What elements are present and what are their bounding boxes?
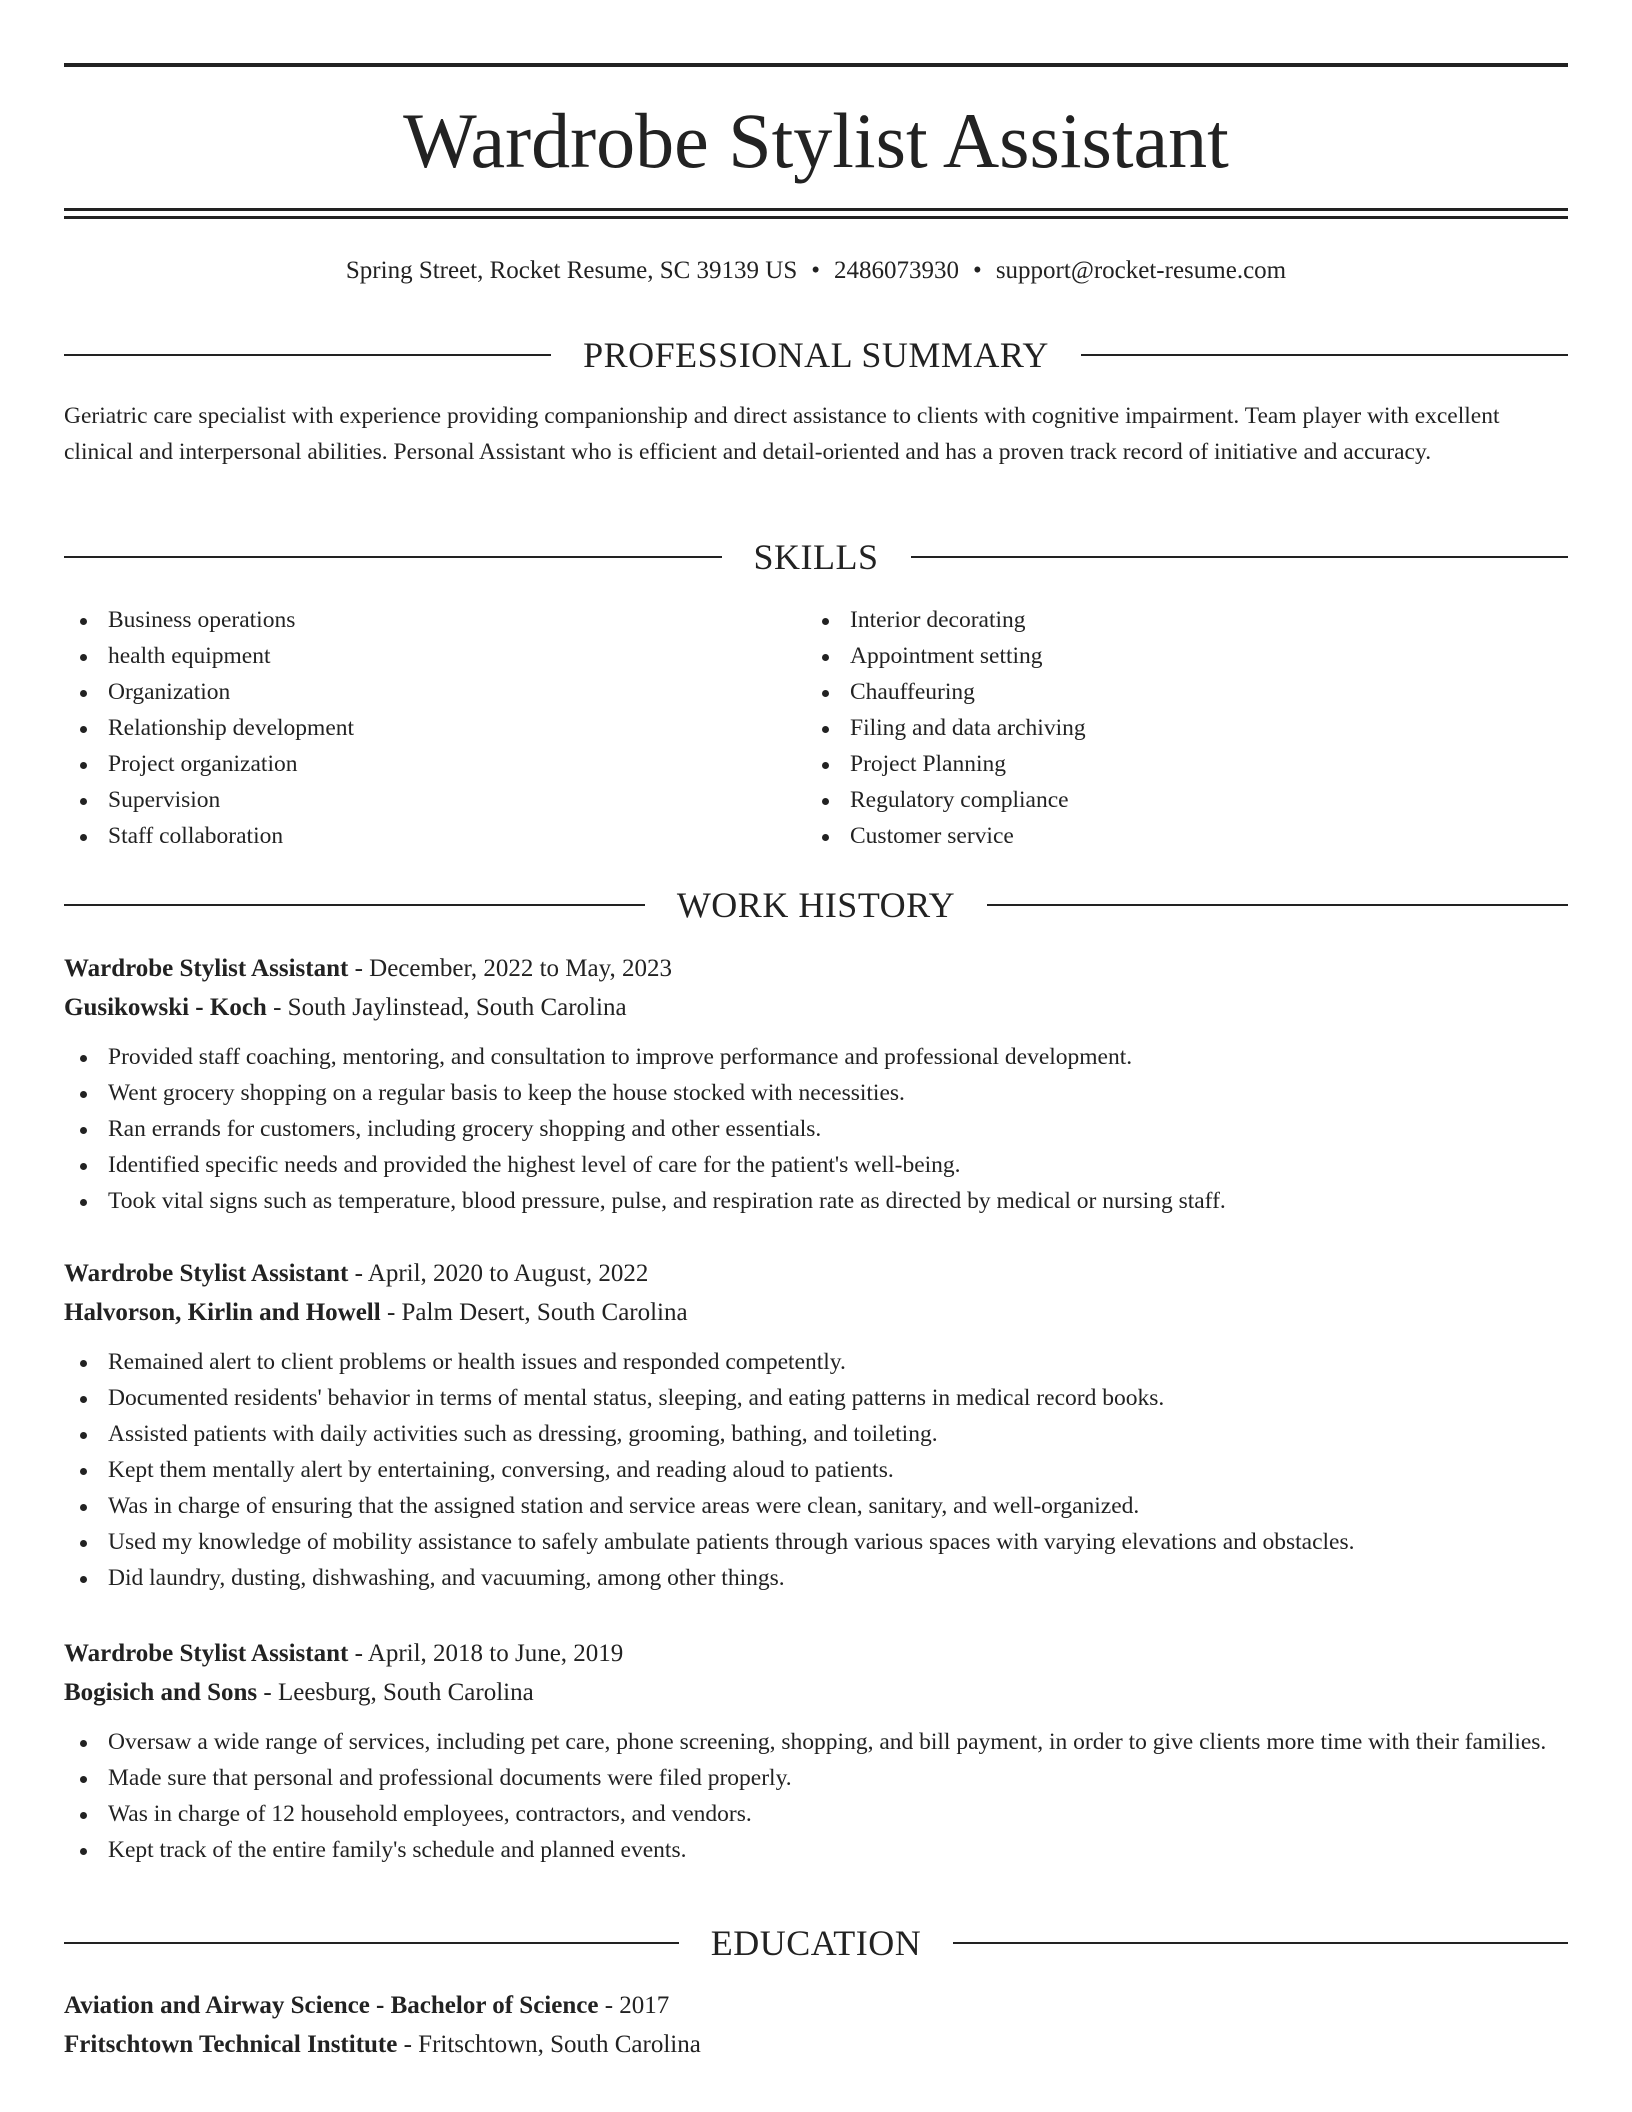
skill-item: Supervision — [64, 782, 806, 818]
skill-item: Project organization — [64, 746, 806, 782]
skills-list — [64, 602, 1568, 854]
job-title: Wardrobe Stylist Assistant — [64, 955, 349, 982]
contact-separator: • — [811, 257, 821, 284]
skills-column-right — [806, 602, 1548, 854]
heading-line — [953, 1942, 1568, 1944]
job-bullet: Oversaw a wide range of services, including pet care, phone screening, shopping, and bill payment, in order to give clients more time with their families. — [64, 1724, 1568, 1760]
job-entry — [64, 949, 1568, 1219]
job-bullet: Did laundry, dusting, dishwashing, and vacuuming, among other things. — [64, 1560, 1568, 1596]
job-bullets — [64, 1344, 1568, 1596]
skill-item: Project Planning — [806, 746, 1548, 782]
skill-item: Interior decorating — [806, 602, 1548, 638]
work-heading-label: WORK HISTORY — [676, 885, 956, 925]
job-location: - Palm Desert, South Carolina — [380, 1299, 688, 1326]
job-location: - South Jaylinstead, South Carolina — [266, 994, 627, 1021]
job-bullets — [64, 1724, 1568, 1868]
heading-line — [64, 1942, 679, 1944]
job-bullet: Documented residents' behavior in terms of mental status, sleeping, and eating patterns in medical record books. — [64, 1380, 1568, 1416]
education-entry — [64, 1986, 1568, 2064]
education-location: - Fritschtown, South Carolina — [397, 2031, 701, 2058]
education-school: Fritschtown Technical Institute — [64, 2031, 398, 2058]
skill-item: Staff collaboration — [64, 818, 806, 854]
top-rule — [64, 63, 1568, 67]
job-title: Wardrobe Stylist Assistant — [64, 1260, 349, 1287]
summary-heading-label: PROFESSIONAL SUMMARY — [583, 335, 1049, 375]
job-entry — [64, 1634, 1568, 1868]
education-degree: Aviation and Airway Science - Bachelor of Science — [64, 1992, 599, 2019]
job-company: Halvorson, Kirlin and Howell — [64, 1299, 381, 1326]
job-bullet: Used my knowledge of mobility assistance to safely ambulate patients through various spaces with varying elevations and obstacles. — [64, 1524, 1568, 1560]
contact-separator: • — [973, 257, 982, 284]
skills-column-left — [64, 602, 806, 854]
job-title-row — [64, 1254, 1568, 1293]
skills-heading-label: SKILLS — [753, 537, 879, 577]
contact-email: support@rocket-resume.com — [995, 257, 1287, 284]
skill-item: Appointment setting — [806, 638, 1548, 674]
job-company: Gusikowski - Koch — [64, 994, 267, 1021]
job-bullet: Was in charge of ensuring that the assigned station and service areas were clean, sanitary, and well-organized. — [64, 1488, 1568, 1524]
job-bullet: Assisted patients with daily activities such as dressing, grooming, bathing, and toileting. — [64, 1416, 1568, 1452]
job-bullet: Kept them mentally alert by entertaining, conversing, and reading aloud to patients. — [64, 1452, 1568, 1488]
heading-line — [64, 904, 645, 906]
education-year: - 2017 — [598, 1992, 670, 2019]
job-company: Bogisich and Sons — [64, 1679, 258, 1706]
job-bullet: Provided staff coaching, mentoring, and consultation to improve performance and professional development. — [64, 1039, 1568, 1075]
skill-item: Organization — [64, 674, 806, 710]
job-bullet: Went grocery shopping on a regular basis to keep the house stocked with necessities. — [64, 1075, 1568, 1111]
skill-item: health equipment — [64, 638, 806, 674]
contact-phone: 2486073930 — [834, 257, 960, 284]
job-title-row — [64, 949, 1568, 988]
skill-item: Customer service — [806, 818, 1548, 854]
contact-line — [64, 254, 1568, 288]
title-rule-lower — [64, 216, 1568, 219]
skills-heading — [64, 535, 1568, 579]
education-heading-label: EDUCATION — [710, 1923, 922, 1963]
job-bullets — [64, 1039, 1568, 1219]
heading-line — [1081, 354, 1568, 356]
skill-item: Filing and data archiving — [806, 710, 1548, 746]
heading-line — [64, 354, 551, 356]
work-heading — [64, 883, 1568, 927]
summary-text: Geriatric care specialist with experience providing companionship and direct assistance to clients with cognitive impairment. Team player with excellent clinical and interpersonal abilities. Personal Assistant who is efficient and detail-oriented and has a proven track record of initiative and accuracy. — [64, 403, 1500, 465]
job-bullet: Identified specific needs and provided the highest level of care for the patient's well-being. — [64, 1147, 1568, 1183]
job-bullet: Was in charge of 12 household employees, contractors, and vendors. — [64, 1796, 1568, 1832]
skill-item: Chauffeuring — [806, 674, 1548, 710]
job-bullet: Kept track of the entire family's schedule and planned events. — [64, 1832, 1568, 1868]
job-bullet: Made sure that personal and professional documents were filed properly. — [64, 1760, 1568, 1796]
job-company-row — [64, 1673, 1568, 1712]
job-title: Wardrobe Stylist Assistant — [64, 1640, 349, 1667]
job-entry — [64, 1254, 1568, 1596]
job-dates: - April, 2020 to August, 2022 — [348, 1260, 649, 1287]
job-title-row — [64, 1634, 1568, 1673]
page-title: Wardrobe Stylist Assistant — [403, 97, 1229, 184]
job-company-row — [64, 988, 1568, 1027]
education-degree-row — [64, 1986, 1568, 2025]
job-bullet: Ran errands for customers, including grocery shopping and other essentials. — [64, 1111, 1568, 1147]
skill-item: Relationship development — [64, 710, 806, 746]
job-dates: - December, 2022 to May, 2023 — [348, 955, 672, 982]
skill-item: Business operations — [64, 602, 806, 638]
heading-line — [911, 556, 1569, 558]
job-dates: - April, 2018 to June, 2019 — [348, 1640, 624, 1667]
heading-line — [987, 904, 1568, 906]
job-bullet: Took vital signs such as temperature, blood pressure, pulse, and respiration rate as directed by medical or nursing staff. — [64, 1183, 1568, 1219]
job-bullet: Remained alert to client problems or health issues and responded competently. — [64, 1344, 1568, 1380]
skill-item: Regulatory compliance — [806, 782, 1548, 818]
education-school-row — [64, 2025, 1568, 2064]
title-rule-upper — [64, 208, 1568, 211]
heading-line — [64, 556, 722, 558]
education-heading — [64, 1921, 1568, 1965]
job-company-row — [64, 1293, 1568, 1332]
job-location: - Leesburg, South Carolina — [257, 1679, 534, 1706]
summary-heading — [64, 333, 1568, 377]
contact-address: Spring Street, Rocket Resume, SC 39139 US — [345, 257, 798, 284]
